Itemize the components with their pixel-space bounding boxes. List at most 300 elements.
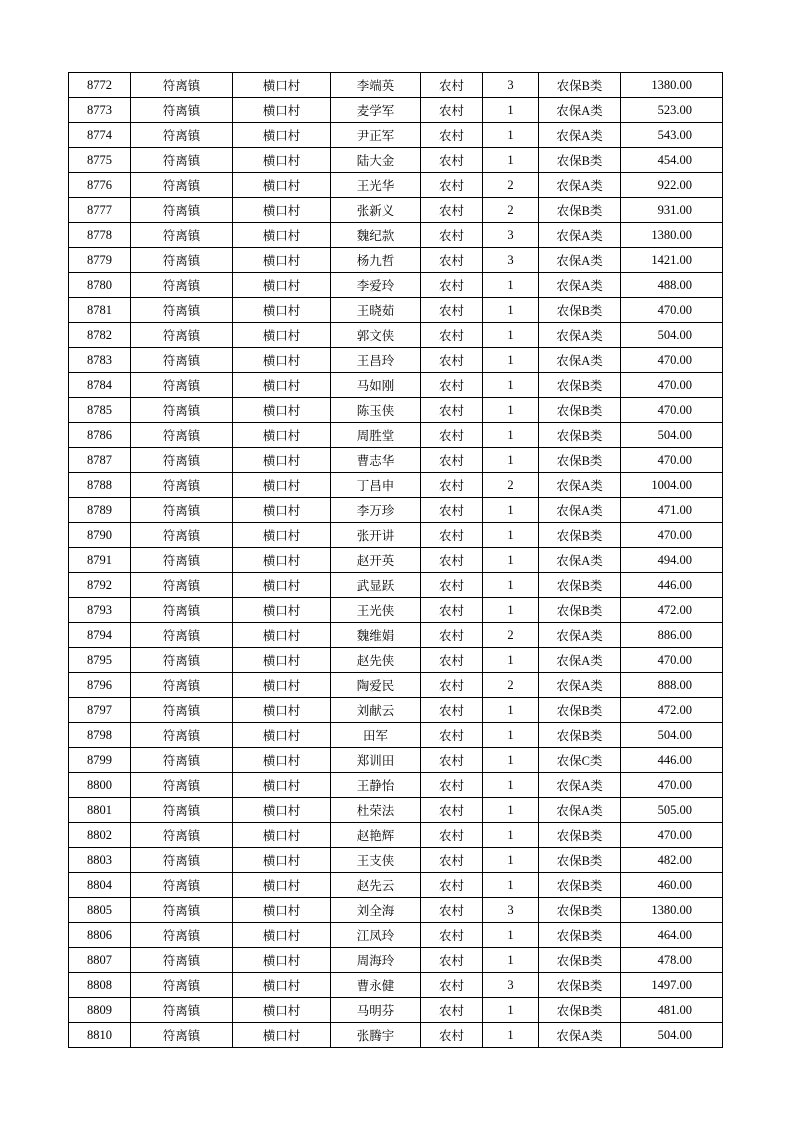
cell-person_count: 1 (483, 948, 539, 973)
cell-amount: 470.00 (621, 648, 723, 673)
cell-amount: 504.00 (621, 323, 723, 348)
cell-village: 横口村 (233, 298, 331, 323)
cell-residence_type: 农村 (421, 273, 483, 298)
cell-village: 横口村 (233, 173, 331, 198)
cell-town: 符离镇 (131, 973, 233, 998)
cell-name: 王静怡 (331, 773, 421, 798)
cell-village: 横口村 (233, 98, 331, 123)
cell-amount: 446.00 (621, 748, 723, 773)
cell-amount: 543.00 (621, 123, 723, 148)
cell-village: 横口村 (233, 473, 331, 498)
cell-name: 赵先侠 (331, 648, 421, 673)
table-row (69, 223, 723, 248)
cell-village: 横口村 (233, 573, 331, 598)
cell-name: 陆大金 (331, 148, 421, 173)
table-row (69, 698, 723, 723)
cell-amount: 470.00 (621, 523, 723, 548)
cell-person_count: 1 (483, 598, 539, 623)
cell-amount: 471.00 (621, 498, 723, 523)
cell-name: 曹永健 (331, 973, 421, 998)
cell-residence_type: 农村 (421, 773, 483, 798)
cell-village: 横口村 (233, 323, 331, 348)
cell-village: 横口村 (233, 273, 331, 298)
cell-amount: 1380.00 (621, 898, 723, 923)
cell-village: 横口村 (233, 873, 331, 898)
cell-insurance_category: 农保A类 (539, 798, 621, 823)
cell-town: 符离镇 (131, 548, 233, 573)
cell-insurance_category: 农保A类 (539, 673, 621, 698)
cell-person_count: 1 (483, 523, 539, 548)
cell-village: 横口村 (233, 723, 331, 748)
table-row (69, 323, 723, 348)
cell-name: 李爱玲 (331, 273, 421, 298)
cell-residence_type: 农村 (421, 548, 483, 573)
cell-insurance_category: 农保B类 (539, 598, 621, 623)
cell-amount: 470.00 (621, 823, 723, 848)
cell-insurance_category: 农保B类 (539, 398, 621, 423)
cell-insurance_category: 农保A类 (539, 623, 621, 648)
cell-town: 符离镇 (131, 698, 233, 723)
cell-name: 田军 (331, 723, 421, 748)
cell-amount: 454.00 (621, 148, 723, 173)
cell-insurance_category: 农保A类 (539, 173, 621, 198)
cell-person_count: 1 (483, 698, 539, 723)
cell-amount: 505.00 (621, 798, 723, 823)
cell-id: 8808 (69, 973, 131, 998)
cell-id: 8791 (69, 548, 131, 573)
cell-insurance_category: 农保B类 (539, 198, 621, 223)
table-row (69, 648, 723, 673)
cell-name: 李端英 (331, 73, 421, 98)
cell-person_count: 3 (483, 223, 539, 248)
cell-residence_type: 农村 (421, 248, 483, 273)
cell-person_count: 1 (483, 323, 539, 348)
cell-amount: 1380.00 (621, 73, 723, 98)
table-row (69, 973, 723, 998)
cell-village: 横口村 (233, 648, 331, 673)
cell-insurance_category: 农保B类 (539, 948, 621, 973)
cell-person_count: 1 (483, 748, 539, 773)
cell-amount: 931.00 (621, 198, 723, 223)
cell-name: 周海玲 (331, 948, 421, 973)
cell-village: 横口村 (233, 698, 331, 723)
cell-name: 杨九哲 (331, 248, 421, 273)
cell-residence_type: 农村 (421, 748, 483, 773)
cell-name: 王光华 (331, 173, 421, 198)
table-row (69, 73, 723, 98)
cell-id: 8773 (69, 98, 131, 123)
cell-person_count: 1 (483, 923, 539, 948)
cell-id: 8798 (69, 723, 131, 748)
cell-name: 赵艳辉 (331, 823, 421, 848)
cell-id: 8795 (69, 648, 131, 673)
cell-person_count: 1 (483, 148, 539, 173)
cell-residence_type: 农村 (421, 798, 483, 823)
cell-insurance_category: 农保A类 (539, 98, 621, 123)
cell-village: 横口村 (233, 823, 331, 848)
cell-person_count: 1 (483, 773, 539, 798)
cell-id: 8797 (69, 698, 131, 723)
cell-amount: 470.00 (621, 298, 723, 323)
cell-insurance_category: 农保A类 (539, 473, 621, 498)
cell-amount: 478.00 (621, 948, 723, 973)
cell-person_count: 1 (483, 373, 539, 398)
cell-insurance_category: 农保C类 (539, 748, 621, 773)
table-row (69, 423, 723, 448)
table-row (69, 573, 723, 598)
cell-name: 郑训田 (331, 748, 421, 773)
cell-name: 王光侠 (331, 598, 421, 623)
table-row (69, 773, 723, 798)
cell-id: 8800 (69, 773, 131, 798)
cell-town: 符离镇 (131, 648, 233, 673)
table-row (69, 373, 723, 398)
cell-name: 刘献云 (331, 698, 421, 723)
cell-id: 8807 (69, 948, 131, 973)
cell-amount: 886.00 (621, 623, 723, 648)
cell-id: 8809 (69, 998, 131, 1023)
table-row (69, 148, 723, 173)
cell-insurance_category: 农保B类 (539, 848, 621, 873)
table-row (69, 873, 723, 898)
cell-town: 符离镇 (131, 248, 233, 273)
cell-residence_type: 农村 (421, 323, 483, 348)
cell-village: 横口村 (233, 948, 331, 973)
cell-insurance_category: 农保A类 (539, 1023, 621, 1048)
cell-residence_type: 农村 (421, 648, 483, 673)
cell-town: 符离镇 (131, 273, 233, 298)
cell-amount: 470.00 (621, 773, 723, 798)
cell-insurance_category: 农保B类 (539, 898, 621, 923)
cell-village: 横口村 (233, 848, 331, 873)
cell-town: 符离镇 (131, 898, 233, 923)
table-row (69, 998, 723, 1023)
cell-village: 横口村 (233, 923, 331, 948)
table-row (69, 448, 723, 473)
cell-village: 横口村 (233, 423, 331, 448)
cell-town: 符离镇 (131, 223, 233, 248)
cell-name: 江凤玲 (331, 923, 421, 948)
table-row (69, 198, 723, 223)
cell-person_count: 2 (483, 673, 539, 698)
cell-person_count: 2 (483, 623, 539, 648)
cell-name: 王昌玲 (331, 348, 421, 373)
cell-residence_type: 农村 (421, 498, 483, 523)
cell-name: 张新义 (331, 198, 421, 223)
cell-residence_type: 农村 (421, 223, 483, 248)
cell-id: 8785 (69, 398, 131, 423)
cell-village: 横口村 (233, 623, 331, 648)
cell-id: 8778 (69, 223, 131, 248)
cell-town: 符离镇 (131, 598, 233, 623)
table-row (69, 123, 723, 148)
table-row (69, 473, 723, 498)
cell-town: 符离镇 (131, 523, 233, 548)
cell-name: 张腾宇 (331, 1023, 421, 1048)
cell-person_count: 1 (483, 823, 539, 848)
cell-residence_type: 农村 (421, 923, 483, 948)
cell-id: 8784 (69, 373, 131, 398)
cell-insurance_category: 农保A类 (539, 273, 621, 298)
cell-residence_type: 农村 (421, 698, 483, 723)
cell-person_count: 2 (483, 173, 539, 198)
cell-town: 符离镇 (131, 798, 233, 823)
table-row (69, 1023, 723, 1048)
cell-id: 8787 (69, 448, 131, 473)
cell-name: 王支侠 (331, 848, 421, 873)
cell-village: 横口村 (233, 523, 331, 548)
cell-residence_type: 农村 (421, 148, 483, 173)
cell-id: 8804 (69, 873, 131, 898)
cell-insurance_category: 农保B类 (539, 823, 621, 848)
cell-residence_type: 农村 (421, 998, 483, 1023)
cell-village: 横口村 (233, 1023, 331, 1048)
table-row (69, 673, 723, 698)
cell-insurance_category: 农保A类 (539, 348, 621, 373)
cell-village: 横口村 (233, 123, 331, 148)
cell-person_count: 3 (483, 248, 539, 273)
cell-village: 横口村 (233, 248, 331, 273)
cell-amount: 482.00 (621, 848, 723, 873)
cell-residence_type: 农村 (421, 398, 483, 423)
cell-name: 魏纪款 (331, 223, 421, 248)
cell-town: 符离镇 (131, 1023, 233, 1048)
cell-insurance_category: 农保B类 (539, 723, 621, 748)
cell-amount: 472.00 (621, 598, 723, 623)
cell-id: 8792 (69, 573, 131, 598)
cell-amount: 504.00 (621, 723, 723, 748)
cell-residence_type: 农村 (421, 873, 483, 898)
cell-insurance_category: 农保B类 (539, 148, 621, 173)
cell-residence_type: 农村 (421, 598, 483, 623)
cell-person_count: 3 (483, 898, 539, 923)
cell-id: 8790 (69, 523, 131, 548)
cell-village: 横口村 (233, 223, 331, 248)
cell-id: 8779 (69, 248, 131, 273)
table-row (69, 348, 723, 373)
table-row (69, 923, 723, 948)
cell-id: 8802 (69, 823, 131, 848)
cell-id: 8774 (69, 123, 131, 148)
cell-amount: 470.00 (621, 348, 723, 373)
cell-residence_type: 农村 (421, 948, 483, 973)
cell-person_count: 1 (483, 423, 539, 448)
table-row (69, 898, 723, 923)
cell-residence_type: 农村 (421, 723, 483, 748)
cell-person_count: 1 (483, 848, 539, 873)
cell-residence_type: 农村 (421, 973, 483, 998)
cell-town: 符离镇 (131, 923, 233, 948)
cell-id: 8782 (69, 323, 131, 348)
cell-residence_type: 农村 (421, 898, 483, 923)
cell-insurance_category: 农保B类 (539, 873, 621, 898)
table-row (69, 823, 723, 848)
cell-amount: 470.00 (621, 373, 723, 398)
cell-town: 符离镇 (131, 198, 233, 223)
cell-town: 符离镇 (131, 373, 233, 398)
cell-id: 8788 (69, 473, 131, 498)
cell-town: 符离镇 (131, 473, 233, 498)
cell-person_count: 3 (483, 73, 539, 98)
cell-name: 马如刚 (331, 373, 421, 398)
cell-village: 横口村 (233, 73, 331, 98)
cell-residence_type: 农村 (421, 1023, 483, 1048)
cell-id: 8796 (69, 673, 131, 698)
cell-id: 8776 (69, 173, 131, 198)
cell-village: 横口村 (233, 398, 331, 423)
cell-id: 8803 (69, 848, 131, 873)
table-row (69, 173, 723, 198)
table-row (69, 623, 723, 648)
cell-insurance_category: 农保B类 (539, 698, 621, 723)
cell-name: 陈玉侠 (331, 398, 421, 423)
cell-residence_type: 农村 (421, 98, 483, 123)
cell-person_count: 1 (483, 273, 539, 298)
cell-insurance_category: 农保B类 (539, 373, 621, 398)
cell-insurance_category: 农保A类 (539, 773, 621, 798)
cell-name: 马明芬 (331, 998, 421, 1023)
table-row (69, 723, 723, 748)
subsidy-table (68, 72, 723, 1048)
table-row (69, 523, 723, 548)
cell-residence_type: 农村 (421, 298, 483, 323)
cell-person_count: 3 (483, 973, 539, 998)
table-row (69, 398, 723, 423)
cell-village: 横口村 (233, 148, 331, 173)
cell-town: 符离镇 (131, 298, 233, 323)
cell-name: 尹正军 (331, 123, 421, 148)
cell-id: 8786 (69, 423, 131, 448)
cell-town: 符离镇 (131, 448, 233, 473)
table-row (69, 798, 723, 823)
cell-id: 8801 (69, 798, 131, 823)
cell-town: 符离镇 (131, 348, 233, 373)
cell-village: 横口村 (233, 973, 331, 998)
cell-insurance_category: 农保B类 (539, 523, 621, 548)
cell-town: 符离镇 (131, 623, 233, 648)
cell-name: 赵开英 (331, 548, 421, 573)
cell-name: 丁昌申 (331, 473, 421, 498)
cell-person_count: 1 (483, 498, 539, 523)
cell-village: 横口村 (233, 373, 331, 398)
cell-village: 横口村 (233, 448, 331, 473)
cell-name: 赵先云 (331, 873, 421, 898)
cell-id: 8793 (69, 598, 131, 623)
cell-person_count: 2 (483, 473, 539, 498)
cell-insurance_category: 农保B类 (539, 923, 621, 948)
cell-village: 横口村 (233, 748, 331, 773)
cell-amount: 481.00 (621, 998, 723, 1023)
cell-name: 陶爱民 (331, 673, 421, 698)
cell-id: 8789 (69, 498, 131, 523)
cell-residence_type: 农村 (421, 123, 483, 148)
cell-village: 横口村 (233, 348, 331, 373)
cell-insurance_category: 农保A类 (539, 498, 621, 523)
cell-amount: 888.00 (621, 673, 723, 698)
cell-residence_type: 农村 (421, 523, 483, 548)
cell-amount: 504.00 (621, 423, 723, 448)
cell-person_count: 1 (483, 348, 539, 373)
table-row (69, 748, 723, 773)
cell-residence_type: 农村 (421, 348, 483, 373)
cell-residence_type: 农村 (421, 673, 483, 698)
cell-name: 郭文侠 (331, 323, 421, 348)
cell-town: 符离镇 (131, 873, 233, 898)
cell-name: 张开讲 (331, 523, 421, 548)
table-row (69, 248, 723, 273)
cell-name: 周胜堂 (331, 423, 421, 448)
table-row (69, 548, 723, 573)
cell-id: 8772 (69, 73, 131, 98)
cell-amount: 1004.00 (621, 473, 723, 498)
table-row (69, 298, 723, 323)
cell-amount: 464.00 (621, 923, 723, 948)
cell-name: 麦学军 (331, 98, 421, 123)
cell-person_count: 1 (483, 398, 539, 423)
cell-name: 魏维娟 (331, 623, 421, 648)
cell-insurance_category: 农保A类 (539, 223, 621, 248)
cell-residence_type: 农村 (421, 73, 483, 98)
cell-residence_type: 农村 (421, 198, 483, 223)
cell-insurance_category: 农保A类 (539, 123, 621, 148)
table-row (69, 498, 723, 523)
cell-person_count: 1 (483, 648, 539, 673)
cell-town: 符离镇 (131, 773, 233, 798)
cell-id: 8799 (69, 748, 131, 773)
cell-name: 武显跃 (331, 573, 421, 598)
cell-person_count: 1 (483, 723, 539, 748)
cell-town: 符离镇 (131, 123, 233, 148)
cell-id: 8805 (69, 898, 131, 923)
cell-amount: 460.00 (621, 873, 723, 898)
cell-insurance_category: 农保A类 (539, 548, 621, 573)
cell-amount: 1380.00 (621, 223, 723, 248)
cell-residence_type: 农村 (421, 823, 483, 848)
cell-id: 8810 (69, 1023, 131, 1048)
cell-town: 符离镇 (131, 848, 233, 873)
cell-person_count: 1 (483, 298, 539, 323)
table-row (69, 598, 723, 623)
cell-amount: 1421.00 (621, 248, 723, 273)
table-row (69, 273, 723, 298)
cell-village: 横口村 (233, 548, 331, 573)
cell-insurance_category: 农保B类 (539, 973, 621, 998)
cell-village: 横口村 (233, 498, 331, 523)
cell-village: 横口村 (233, 998, 331, 1023)
cell-person_count: 1 (483, 448, 539, 473)
cell-amount: 1497.00 (621, 973, 723, 998)
cell-village: 横口村 (233, 773, 331, 798)
cell-residence_type: 农村 (421, 373, 483, 398)
cell-residence_type: 农村 (421, 173, 483, 198)
cell-town: 符离镇 (131, 498, 233, 523)
cell-town: 符离镇 (131, 148, 233, 173)
cell-village: 横口村 (233, 673, 331, 698)
cell-town: 符离镇 (131, 173, 233, 198)
cell-insurance_category: 农保B类 (539, 998, 621, 1023)
cell-amount: 523.00 (621, 98, 723, 123)
cell-town: 符离镇 (131, 673, 233, 698)
cell-id: 8783 (69, 348, 131, 373)
cell-amount: 470.00 (621, 398, 723, 423)
cell-name: 刘全海 (331, 898, 421, 923)
cell-amount: 488.00 (621, 273, 723, 298)
cell-village: 横口村 (233, 198, 331, 223)
cell-insurance_category: 农保B类 (539, 73, 621, 98)
cell-person_count: 1 (483, 98, 539, 123)
cell-town: 符离镇 (131, 573, 233, 598)
subsidy-table-body (69, 73, 723, 1048)
